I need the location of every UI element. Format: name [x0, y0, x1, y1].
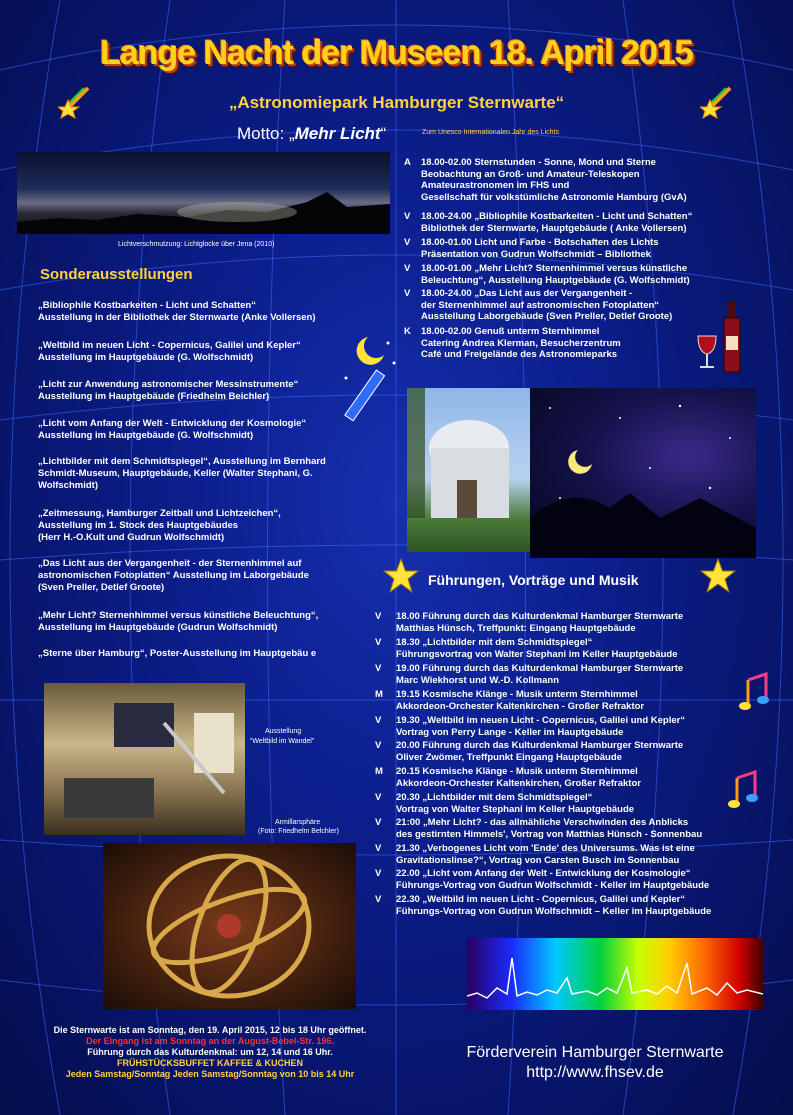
exhibit-detail: (Herr H.-O.Kult und Gudrun Wolfschmidt)	[38, 532, 225, 543]
entry-text	[421, 211, 692, 234]
entry-code: K	[404, 326, 411, 337]
armillary-caption-1: Armillarsphäre	[275, 819, 321, 826]
event-code: V	[375, 637, 382, 648]
entry-code: V	[404, 211, 411, 222]
moon-telescope-icon	[338, 333, 400, 433]
event-detail: Führungs-Vortrag von Gudrun Wolfschmidt - Keller im Hauptgebäude	[396, 879, 710, 891]
event-code: V	[375, 611, 382, 622]
exhibit-detail: Schmidt-Museum, Hauptgebäude, Keller (Walter Stephani, G.	[38, 468, 313, 479]
event-detail: Vortrag von Walter Stephani im Keller Hauptgebäude	[396, 803, 635, 815]
event-title: 19.15 Kosmische Klänge - Musik unterm Sternhimmel	[396, 689, 638, 700]
music-note-icon	[738, 672, 770, 712]
poster-title: Lange Nacht der Museen 18. April 2015	[100, 34, 693, 72]
event-title: 19.00 Führung durch das Kulturdenkmal Hamburger Sternwarte	[396, 663, 684, 674]
event-title: 20.15 Kosmische Klänge - Musik unterm Sternhimmel	[396, 766, 638, 777]
event-title: 21:00 „Mehr Licht? - das allmähliche Verschwinden des Anblicks	[396, 817, 689, 828]
entry-line: 18.00-24.00 „Bibliophile Kostbarkeiten - Licht und Schatten“	[421, 211, 693, 222]
org-name: Förderverein Hamburger Sternwarte	[466, 1044, 724, 1061]
exhibit-title: „Licht vom Anfang der Welt - Entwicklung der Kosmologie“	[38, 418, 307, 429]
event-code: V	[375, 740, 382, 751]
exhibit-detail: astronomischen Fotoplatten“ Ausstellung im Laborgebäude	[38, 570, 309, 581]
entry-code: A	[404, 157, 411, 168]
motto	[237, 124, 386, 144]
entry-text	[421, 326, 621, 361]
armillary-caption-2: (Foto: Friedhelm Belchler)	[258, 828, 339, 835]
light-pollution-photo	[17, 152, 390, 234]
event-detail: Akkordeon-Orchester Kaltenkirchen, Großer Refraktor	[396, 777, 641, 789]
exhibit-title: „Licht zur Anwendung astronomischer Messinstrumente“	[38, 379, 299, 390]
armillary-photo	[103, 843, 356, 1009]
event-code: V	[375, 843, 382, 854]
exhibit-detail: Ausstellung im 1. Stock des Hauptgebäudes	[38, 520, 239, 531]
exhibit-caption-2: “Weltbild im Wandel”	[250, 738, 315, 745]
event-title: 22.00 „Licht vom Anfang der Welt - Entwicklung der Kosmologie“	[396, 868, 691, 879]
exhibit-item	[38, 379, 368, 403]
event-detail: Gravitationslinse?“, Vortrag von Carsten Busch im Sonnenbau	[396, 854, 680, 866]
event-title: 21.30 „Verbogenes Licht vom 'Ende' des Universums. Was ist eine	[396, 843, 695, 854]
entry-line: Bibliothek der Sternwarte, Hauptgebäude ( Anke Vollersen)	[421, 222, 687, 234]
org-url[interactable]: http://www.fhsev.de	[526, 1064, 664, 1081]
event-code: V	[375, 868, 382, 879]
exhibition-photo	[44, 683, 245, 835]
poster-subtitle: „Astronomiepark Hamburger Sternwarte“	[228, 93, 565, 112]
exhibit-item	[38, 558, 368, 594]
footer-org	[410, 1043, 780, 1083]
event-detail: Vortrag von Perry Lange - Keller im Hauptgebäude	[396, 726, 624, 738]
entry-line: Gesellschaft für volkstümliche Astronomie Hamburg (GvA)	[421, 191, 687, 203]
event-title: 19.30 „Weltbild im neuen Licht - Copernicus, Galilei und Kepler“	[396, 715, 686, 726]
wine-icon	[694, 300, 754, 375]
entry-line: 18.00-02.00 Sternstunden - Sonne, Mond und Sterne	[421, 157, 656, 168]
entry-line: Catering Andrea Klerman, Besucherzentrum	[421, 337, 621, 349]
exhibit-title: „Das Licht aus der Vergangenheit - der Sternenhimmel auf	[38, 558, 302, 569]
entry-code: V	[404, 263, 411, 274]
exhibit-title: „Bibliophile Kostbarkeiten - Licht und Schatten“	[38, 300, 256, 311]
event-code: M	[375, 766, 383, 777]
entry-text	[421, 237, 659, 260]
entry-text	[421, 288, 672, 323]
sonder-heading: Sonderausstellungen	[40, 266, 193, 283]
event-detail: des gestirnten Himmels', Vortrag von Matthias Hünsch - Sonnenbau	[396, 828, 703, 840]
event-code: V	[375, 715, 382, 726]
entry-line: Präsentation von Gudrun Wolfschmidt – Bibliothek	[421, 248, 651, 260]
entry-line: der Sternenhimmel auf astronomischen Fotoplatten“	[421, 299, 660, 311]
entry-text	[421, 157, 687, 203]
exhibit-title: „Weltbild im neuen Licht - Copernicus, Galilei und Kepler“	[38, 340, 301, 351]
event-code: M	[375, 689, 383, 700]
exhibit-item	[38, 418, 368, 442]
exhibit-detail: Wolfschmidt)	[38, 480, 98, 491]
exhibit-title: „Mehr Licht? Sternenhimmel versus künstliche Beleuchtung“,	[38, 610, 319, 621]
event-detail: Marc Wiekhorst und W.-D. Kollmann	[396, 674, 560, 686]
entry-text	[421, 263, 690, 286]
exhibit-detail: Ausstellung im Hauptgebäude (G. Wolfschmidt)	[38, 430, 254, 441]
exhibit-item	[38, 456, 368, 492]
motto-value: Mehr Licht	[294, 124, 381, 143]
motto-end: “	[380, 124, 387, 143]
exhibit-title: „Zeitmessung, Hamburger Zeitball und Lichtzeichen“,	[38, 508, 281, 519]
footer-line: Führung durch das Kulturdenkmal: um 12, 14 und 16 Uhr.	[87, 1047, 333, 1057]
entry-line: Ausstellung Laborgebäude (Sven Preller, Detlef Groote)	[421, 311, 673, 322]
entry-line: Beobachtung an Groß- und Amateur-Teleskopen	[421, 168, 640, 180]
exhibit-item	[38, 340, 368, 364]
exhibit-title: „Lichtbilder mit dem Schmidtspiegel“, Ausstellung im Bernhard	[38, 456, 326, 467]
footer-line: Jeden Samstag/Sonntag Jeden Samstag/Sonntag von 10 bis 14 Uhr	[65, 1069, 355, 1079]
entry-line: 18.00-01.00 Licht und Farbe - Botschaften des Lichts	[421, 237, 659, 248]
event-detail: Oliver Zwömer, Treffpunkt Eingang Hauptgebäude	[396, 751, 622, 763]
unesco-note: Zum Unesco Internationalen Jahr des Lichts	[422, 129, 559, 136]
section-heading: Führungen, Vorträge und Musik	[428, 572, 639, 588]
entry-code: V	[404, 288, 411, 299]
event-title: 22.30 „Weltbild im neuen Licht - Copernicus, Galilei und Kepler“	[396, 894, 686, 905]
event-detail: Matthias Hünsch, Treffpunkt: Eingang Hauptgebäude	[396, 622, 636, 634]
event-detail: Führungs-Vortrag von Gudrun Wolfschmidt – Keller im Hauptgebäude	[396, 905, 712, 917]
event-title: 20.00 Führung durch das Kulturdenkmal Hamburger Sternwarte	[396, 740, 684, 751]
footer-info	[10, 1025, 410, 1080]
observatory-photo	[407, 388, 531, 552]
event-detail: Führungsvortrag von Walter Stephani im Keller Hauptgebäude	[396, 648, 678, 660]
exhibit-detail: Ausstellung im Hauptgebäude (Friedhelm Beichler)	[38, 391, 270, 402]
exhibit-detail: Ausstellung im Hauptgebäude (Gudrun Wolfschmidt)	[38, 622, 278, 633]
entry-code: V	[404, 237, 411, 248]
entry-line: 18.00-01.00 „Mehr Licht? Sternenhimmel versus künstliche	[421, 263, 688, 274]
exhibit-item	[38, 508, 368, 544]
event-code: V	[375, 817, 382, 828]
footer-line: FRÜHSTÜCKSBUFFET KAFFEE & KUCHEN	[117, 1058, 303, 1068]
night-sky-photo	[530, 388, 756, 558]
event-code: V	[375, 663, 382, 674]
exhibit-detail: Ausstellung in der Bibliothek der Sternwarte (Anke Vollersen)	[38, 312, 316, 323]
entry-line: Beleuchtung“, Ausstellung Hauptgebäude (G. Wolfschmidt)	[421, 274, 690, 286]
exhibit-caption-1: Ausstellung	[265, 728, 302, 735]
spectrum-image	[467, 938, 763, 1010]
event-title: 20.30 „Lichtbilder mit dem Schmidtspiegel“	[396, 792, 593, 803]
star-icon	[700, 558, 736, 594]
entry-line: 18.00-02.00 Genuß unterm Sternhimmel	[421, 326, 600, 337]
motto-label: Motto: „	[237, 124, 295, 143]
footer-line: Die Sternwarte ist am Sonntag, den 19. April 2015, 12 bis 18 Uhr geöffnet.	[53, 1025, 367, 1035]
star-icon	[383, 558, 419, 594]
entry-line: Amateurastronomen im FHS und	[421, 180, 570, 191]
exhibit-detail: (Sven Preller, Detlef Groote)	[38, 582, 165, 593]
light-pollution-caption: Lichtverschmutzung: Lichtglocke über Jena (2010)	[118, 241, 275, 248]
event-title: 18.30 „Lichtbilder mit dem Schmidtspiegel“	[396, 637, 593, 648]
exhibit-item	[38, 648, 368, 660]
event-code: V	[375, 894, 382, 905]
exhibit-item	[38, 300, 368, 324]
event-code: V	[375, 792, 382, 803]
event-detail: Akkordeon-Orchester Kaltenkirchen - Großer Refraktor	[396, 700, 645, 712]
event-title: 18.00 Führung durch das Kulturdenkmal Hamburger Sternwarte	[396, 611, 684, 622]
music-note-icon	[727, 770, 759, 810]
exhibit-item	[38, 610, 368, 634]
footer-line: Der Eingang ist am Sonntag an der August-Bebel-Str. 196.	[86, 1036, 334, 1046]
exhibit-detail: Ausstellung im Hauptgebäude (G. Wolfschmidt)	[38, 352, 254, 363]
exhibit-title: „Sterne über Hamburg“, Poster-Ausstellung im Hauptgebäu e	[38, 648, 317, 659]
entry-line: Café und Freigelände des Astronomieparks	[421, 349, 618, 360]
entry-line: 18.00-24.00 „Das Licht aus der Vergangenheit -	[421, 288, 633, 299]
